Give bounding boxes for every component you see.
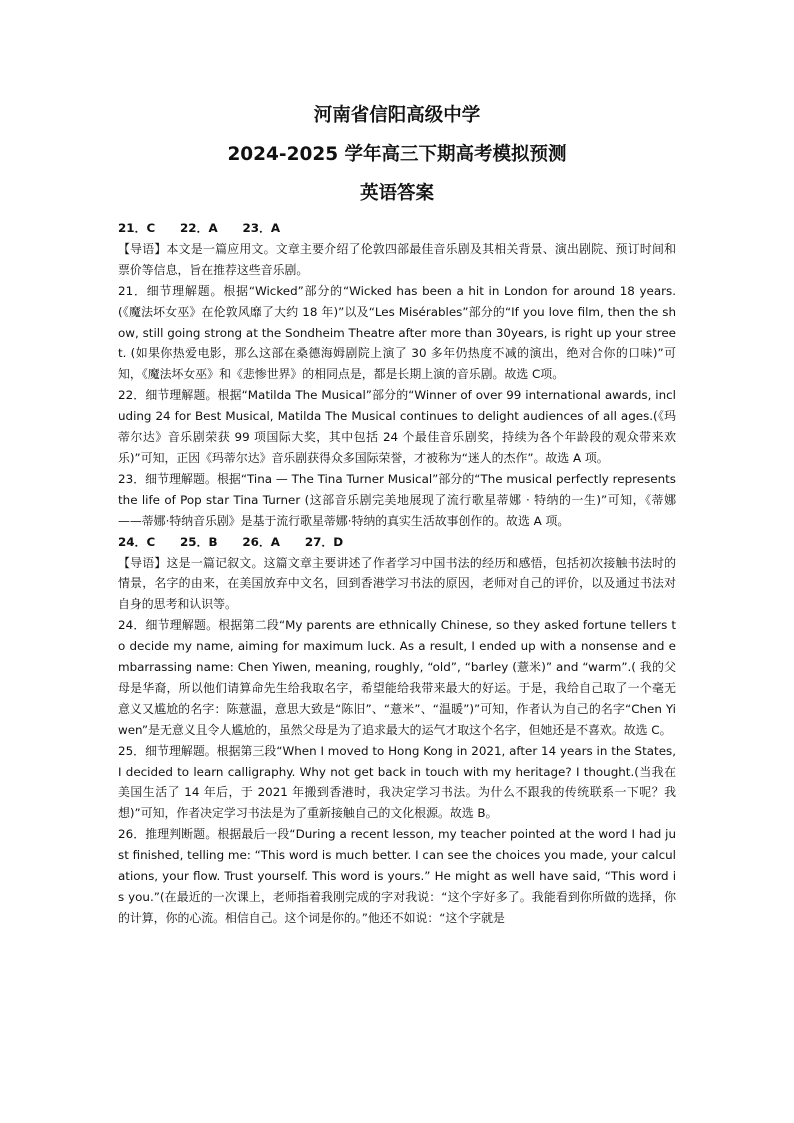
explanation-25: 25．细节理解题。根据第三段“When I moved to Hong Kong in 2021, after 14 years in the States, I decided to learn calligraphy. Why not get back in touch with my heritage? I thought.(当我在美国生活了 14 年后，于 2021 年搬到香港时，我决定学习书法。为什么不跟我的传统联系一下呢？我想)”可知，作者决定学习书法是为了重新接触自己的文化根源。故选 B。 [118, 743, 676, 821]
section-passage-b [118, 218, 676, 532]
explanation-26: 26．推理判断题。根据最后一段“During a recent lesson, my teacher pointed at the word I had just finished, telling me: “This word is much better. I can see the choices you made, your calculations, your flow. Trust yourself. This word is yours.” He might as well have said, “This word is you.”(在最近的一次课上，老师指着我刚完成的字对我说：“这个字好多了。我能看到你所做的选择，你的计算，你的心流。相信自己。这个词是你的。”他还不如说：“这个字就是 [118, 827, 676, 925]
guide-paragraph: 【导语】本文是一篇应用文。文章主要介绍了伦敦四部最佳音乐剧及其相关背景、演出剧院、预订时间和票价等信息，旨在推荐这些音乐剧。 [118, 241, 676, 277]
answer-content [118, 218, 676, 929]
subject-title: 英语答案 [359, 183, 434, 204]
exam-title: 2024-2025 学年高三下期高考模拟预测 [227, 144, 567, 165]
answer-key-24-27: 24．C 25．B 26．A 27．D [118, 534, 344, 549]
answer-key-21-23: 21．C 22．A 23．A [118, 221, 281, 235]
explanation-21: 21．细节理解题。根据“Wicked”部分的“Wicked has been a hit in London for around 18 years.(《魔法坏女巫》在伦敦风靡了大约 18 年)”以及“Les Misérables”部分的“If you love film, then the show, still going strong at the Sondheim Theatre after more than 30years, is right up your street. (如果你热爱电影，那么这部在桑德海姆剧院上演了 30 多年仍热度不减的演出，绝对合你的口味)”可知，《魔法坏女巫》和《悲惨世界》的相同点是，都是长期上演的音乐剧。故选 C项。 [118, 283, 676, 382]
explanation-24: 24．细节理解题。根据第二段“My parents are ethnically Chinese, so they asked fortune tellers to decide my name, aiming for maximum luck. As a result, I ended up with a nonsense and embarrassing name: Chen Yiwen, meaning, roughly, “old”, “barley (薏米)” and “warm”.( 我的父母是华裔，所以他们请算命先生给我取名字，希望能给我带来最大的好运。于是，我给自己取了一个毫无意义又尴尬的名字：陈薏温，意思大致是“陈旧”、“薏米”、“温暖”)”可知，作者认为自己的名字“Chen Yi wen”是无意义且令人尴尬的，虽然父母是为了追求最大的运气才取这个名字，但她还是不喜欢。故选 C。 [118, 618, 676, 737]
section-passage-c [118, 532, 676, 929]
explanation-23: 23．细节理解题。根据“Tina — The Tina Turner Musical”部分的“The musical perfectly represents the life of Pop star Tina Turner (这部音乐剧完美地展现了流行歌星蒂娜 · 特纳的一生)”可知，《蒂娜——蒂娜·特纳音乐剧》是基于流行歌星蒂娜·特纳的真实生活故事创作的。故选 A 项。 [118, 471, 676, 528]
guide-paragraph: 【导语】这是一篇记叙文。这篇文章主要讲述了作者学习中国书法的经历和感悟，包括初次接触书法时的情景，名字的由来，在美国放弃中文名，回到香港学习书法的原因，老师对自己的评价，以及通过书法对自身的思考和认识等。 [118, 555, 676, 612]
school-title: 河南省信阳高级中学 [313, 105, 481, 126]
explanation-22: 22．细节理解题。根据“Matilda The Musical”部分的“Winner of over 99 international awards, including 24 for Best Musical, Matilda The Musical continues to delight audiences of all ages.(《玛蒂尔达》音乐剧荣获 99 项国际大奖，其中包括 24 个最佳音乐剧奖，持续为各个年龄段的观众带来欢乐)”可知，正因《玛蒂尔达》音乐剧获得众多国际荣誉，才被称为“迷人的杰作”。故选 A 项。 [118, 388, 676, 465]
